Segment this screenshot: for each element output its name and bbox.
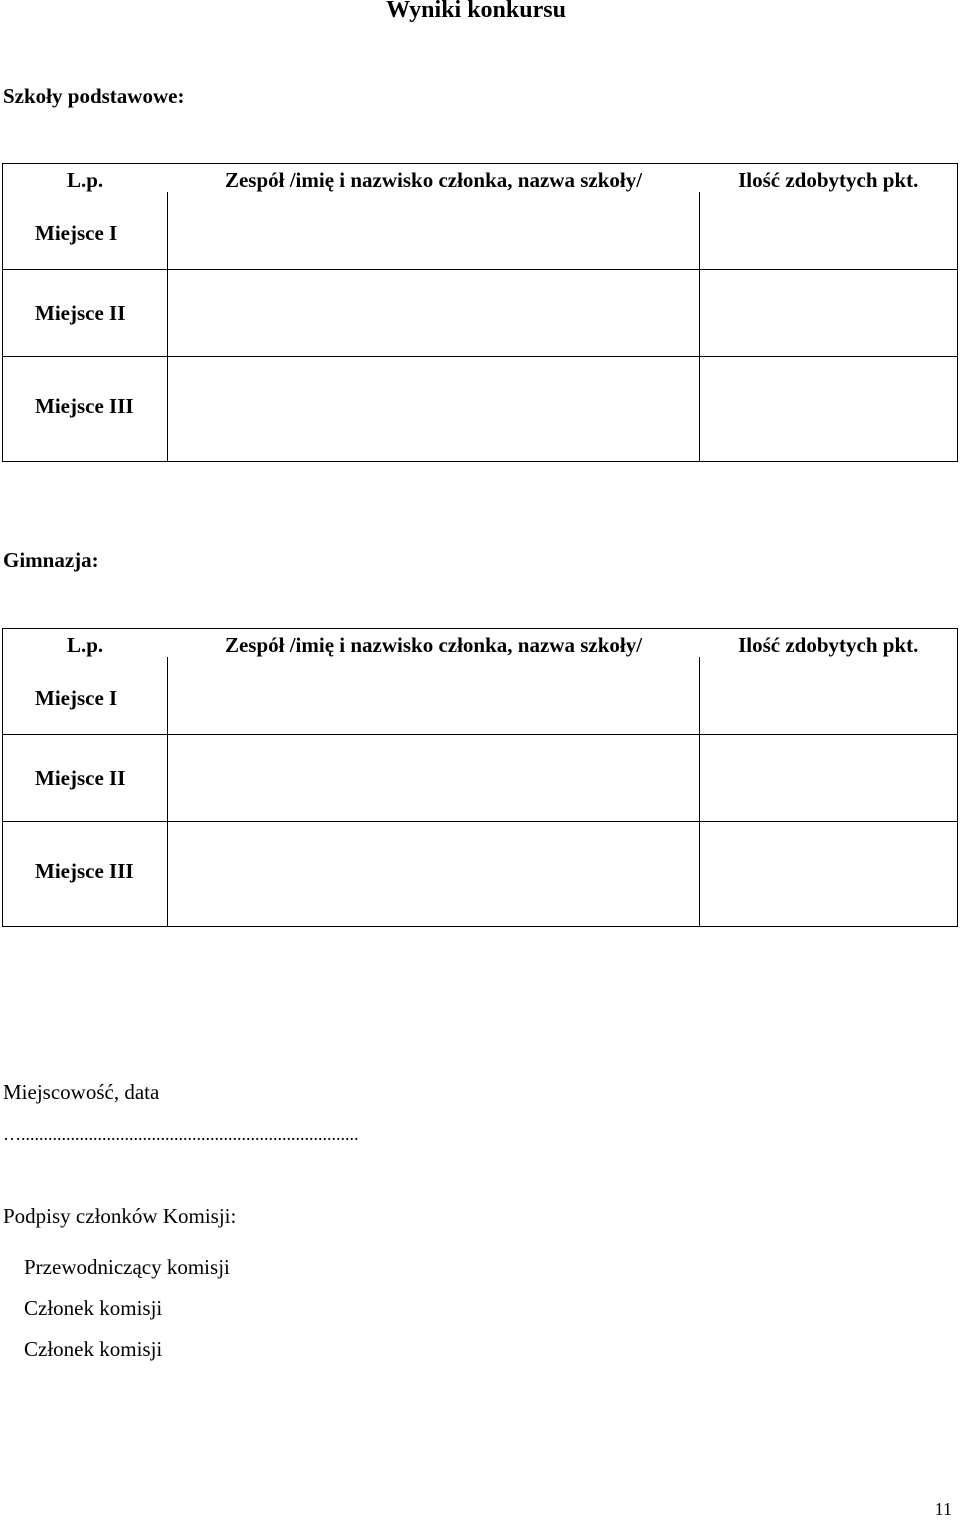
place-label: Miejsce I: [3, 657, 168, 734]
place-label: Miejsce III: [3, 821, 168, 926]
team-cell: [168, 734, 700, 821]
place-label: Miejsce II: [3, 269, 168, 356]
place-date-label: Miejscowość, data: [3, 1080, 160, 1104]
team-cell: [168, 269, 700, 356]
signature-member-1: Członek komisji: [24, 1296, 163, 1320]
col-header-lp: L.p.: [3, 629, 168, 658]
points-cell: [700, 734, 958, 821]
results-table-primary: [2, 163, 958, 462]
table-row: [3, 657, 958, 734]
signature-chair: Przewodniczący komisji: [24, 1255, 230, 1279]
table-row: [3, 821, 958, 926]
points-cell: [700, 657, 958, 734]
points-cell: [700, 821, 958, 926]
col-header-points: Ilość zdobytych pkt.: [700, 629, 958, 658]
section-heading-middle: Gimnazja:: [3, 548, 99, 572]
signature-member-2: Członek komisji: [24, 1337, 163, 1361]
place-date-dots: …...........................................................................: [3, 1124, 359, 1144]
points-cell: [700, 356, 958, 461]
table-header-row: [3, 629, 958, 658]
team-cell: [168, 657, 700, 734]
section-heading-primary: Szkoły podstawowe:: [3, 84, 185, 108]
col-header-team: Zespół /imię i nazwisko członka, nazwa szkoły/: [168, 629, 700, 658]
team-cell: [168, 356, 700, 461]
table-row: [3, 192, 958, 269]
table-header-row: [3, 164, 958, 193]
col-header-team: Zespół /imię i nazwisko członka, nazwa szkoły/: [168, 164, 700, 193]
team-cell: [168, 821, 700, 926]
col-header-points: Ilość zdobytych pkt.: [700, 164, 958, 193]
points-cell: [700, 269, 958, 356]
table-row: [3, 269, 958, 356]
place-label: Miejsce III: [3, 356, 168, 461]
place-label: Miejsce I: [3, 192, 168, 269]
place-label: Miejsce II: [3, 734, 168, 821]
signatures-heading: Podpisy członków Komisji:: [3, 1204, 237, 1228]
table-row: [3, 356, 958, 461]
table-row: [3, 734, 958, 821]
page-title: Wyniki konkursu: [386, 0, 566, 23]
results-table-middle: [2, 628, 958, 927]
points-cell: [700, 192, 958, 269]
team-cell: [168, 192, 700, 269]
page-number: 11: [934, 1499, 952, 1519]
col-header-lp: L.p.: [3, 164, 168, 193]
